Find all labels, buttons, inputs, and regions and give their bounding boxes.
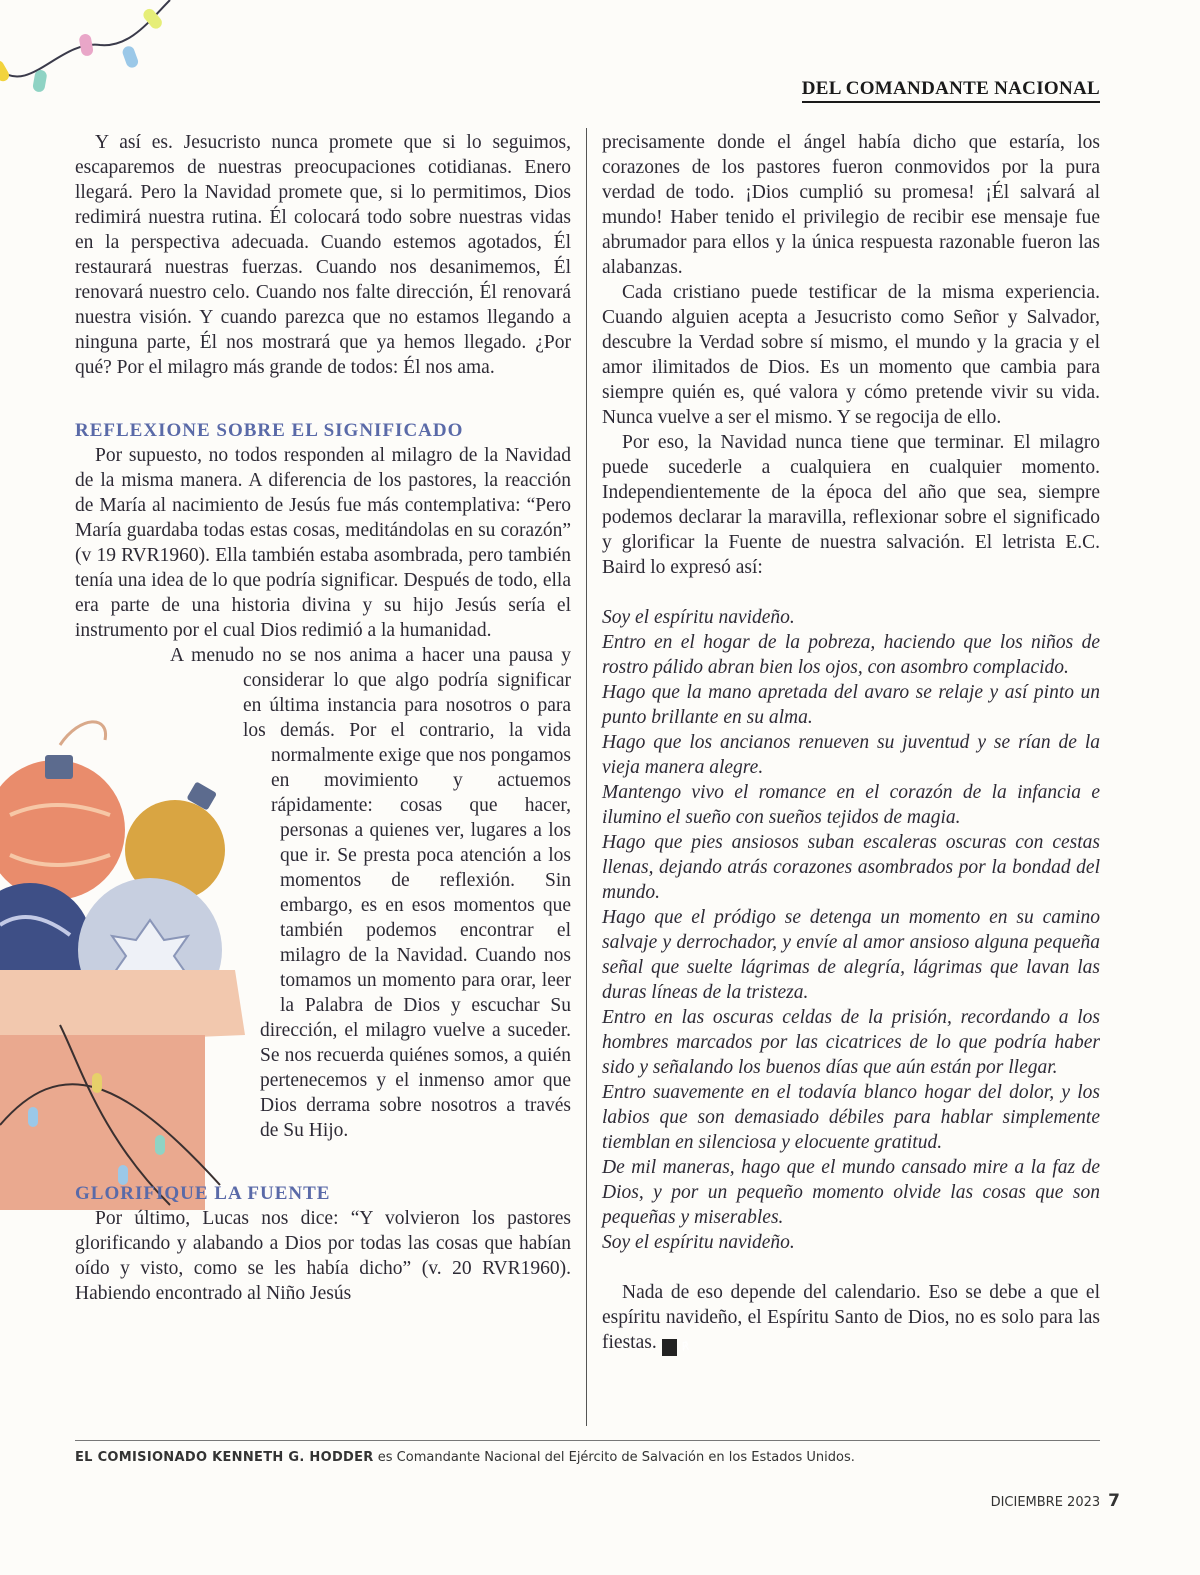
page-footer xyxy=(991,1491,1120,1511)
footer-divider xyxy=(75,1440,1100,1441)
end-mark-icon: ℟ xyxy=(662,1339,677,1356)
intro-paragraph: Y así es. Jesucristo nunca promete que si lo seguimos, escaparemos de nuestras preocupaciones cotidianas. Enero llegará. Pero la Navidad promete que, si lo permitimos, Dios redimirá nuestra rutina. Él colocará todo sobre nuestras vidas en la perspectiva adecuada. Cuando estemos agotados, Él restaurará nuestras fuerzas. Cuando nos desanimemos, Él renovará nuestro celo. Cuando nos falte dirección, Él renovará nuestra visión. Y cuando parezca que no estamos llegando a ninguna parte, Él nos mostrará que ya hemos llegado. ¿Por qué? Por el milagro más grande de todos: Él nos ama. xyxy=(75,132,571,378)
paragraph-experiencia: Cada cristiano puede testificar de la misma experiencia. Cuando alguien acepta a Jesucristo como Señor y Salvador, descubre la Verdad sobre sí mismo, el mundo y la gracia y el amor ilimitados de Dios. Es un momento que cambia para siempre quién es, qué valora y cómo pretende vivir su vida. Nunca vuelve a ser el mismo. Y se regocija de ello. xyxy=(602,282,1100,428)
poem-line: Mantengo vivo el romance en el corazón de la infancia e ilumino el sueño con sueños tejidos de magia. xyxy=(602,782,1100,828)
closing-paragraph xyxy=(602,1280,1100,1356)
paragraph-maria: Por supuesto, no todos responden al milagro de la Navidad de la misma manera. A diferencia de los pastores, la reacción de María al nacimiento de Jesús fue más contemplativa: “Pero María guardaba todas estas cosas, meditándolas en su corazón” (v 19 RVR1960). Ella también estaba asombrada, pero también tenía una idea de lo que podría significar. Después de todo, ella era parte de una historia divina y su hijo Jesús sería el instrumento por el cual Dios redimió a la humanidad. xyxy=(75,445,571,641)
poem-line: Soy el espíritu navideño. xyxy=(602,607,795,628)
poem-line: Hago que pies ansiosos suban escaleras oscuras con cestas llenas, dejando atrás corazones asombrados por la bondad del mundo. xyxy=(602,832,1100,903)
poem-line: De mil maneras, hago que el mundo cansado mire a la faz de Dios, y por un pequeño momento olvide las cosas que son pequeñas y miserables. xyxy=(602,1157,1100,1228)
paragraph-pastores: precisamente donde el ángel había dicho que estaría, los corazones de los pastores fueron conmovidos por la pura verdad de todo. ¡Dios cumplió su promesa! ¡Él salvará al mundo! Haber tenido el privilegio de recibir ese mensaje fue abrumador para ellos y la única respuesta razonable fueron las alabanzas. xyxy=(602,132,1100,278)
page-number: 7 xyxy=(1108,1491,1120,1511)
poem-line: Hago que la mano apretada del avaro se relaje y así pinto un punto brillante en su alma. xyxy=(602,682,1100,728)
poem-line: Hago que los ancianos renueven su juventud y se rían de la vieja manera alegre. xyxy=(602,732,1100,778)
poem-line: Entro en el hogar de la pobreza, haciendo que los niños de rostro pálido abran bien los ojos, con asombro complacido. xyxy=(602,632,1100,678)
poem-line: Hago que el pródigo se detenga un momento en su camino salvaje y derrochador, y envíe al amor ansioso alguna pequeña señal que suelte lágrimas de alegría, lágrimas que lavan las duras líneas de la tristeza. xyxy=(602,907,1100,1003)
paragraph-navidad: Por eso, la Navidad nunca tiene que terminar. El milagro puede sucederle a cualquiera en cualquier momento. Independientemente de la época del año que sea, siempre podemos declarar la maravilla, reflexionar sobre el significado y glorificar la Fuente de nuestra salvación. El letrista E.C. Baird lo expresó así: xyxy=(602,432,1100,578)
paragraph-lucas: Por último, Lucas nos dice: “Y volvieron los pastores glorificando y alabando a Dios por todas las cosas que habían oído y visto, como se les había dicho” (v. 20 RVR1960). Habiendo encontrado al Niño Jesús xyxy=(75,1208,571,1304)
string-lights-illustration xyxy=(0,0,180,110)
poem-line: Soy el espíritu navideño. xyxy=(602,1232,795,1253)
section-label: DEL COMANDANTE NACIONAL xyxy=(802,78,1100,103)
issue-date: DICIEMBRE 2023 xyxy=(990,1495,1101,1510)
right-column xyxy=(602,130,1100,1356)
author-name: EL COMISIONADO KENNETH G. HODDER xyxy=(75,1450,374,1465)
author-description: es Comandante Nacional del Ejército de Salvación en los Estados Unidos. xyxy=(377,1450,855,1465)
author-bio xyxy=(75,1450,855,1465)
heading-reflexione: REFLEXIONE SOBRE EL SIGNIFICADO xyxy=(75,420,464,441)
paragraph-pausa: A menudo no se nos anima a hacer una pausa y considerar lo que algo podría significar en última instancia para nosotros o para los demás. Por el contrario, la vida normalmente exige que nos pongamos en movimiento y actuemos rápidamente: cosas que hacer, personas a quienes ver, lugares a los que ir. Se presta poca atención a los momentos de reflexión. Sin embargo, es en esos momentos que también podemos encontrar el milagro de la Navidad. Cuando nos tomamos un momento para orar, leer la Palabra de Dios y escuchar Su dirección, el milagro vuelve a suceder. Se nos recuerda quiénes somos, a quién pertenecemos y el inmenso amor que Dios derrama sobre nosotros a través de Su Hijo. xyxy=(170,645,572,1141)
poem-line: Entro suavemente en el todavía blanco hogar del dolor, y los labios que son demasiado débiles para hablar simplemente tiemblan en silenciosa y elocuente gratitud. xyxy=(602,1082,1100,1153)
left-column xyxy=(75,130,571,1306)
closing-text: Nada de eso depende del calendario. Eso se debe a que el espíritu navideño, el Espíritu Santo de Dios, no es solo para las fiestas. xyxy=(602,1282,1100,1353)
column-divider xyxy=(586,128,587,1426)
heading-glorifique: GLORIFIQUE LA FUENTE xyxy=(75,1183,331,1204)
poem xyxy=(602,605,1100,1255)
poem-line: Entro en las oscuras celdas de la prisión, recordando a los hombres marcados por las cicatrices de lo que podría haber sido y señalando los buenos días que aún están por llegar. xyxy=(602,1007,1100,1078)
